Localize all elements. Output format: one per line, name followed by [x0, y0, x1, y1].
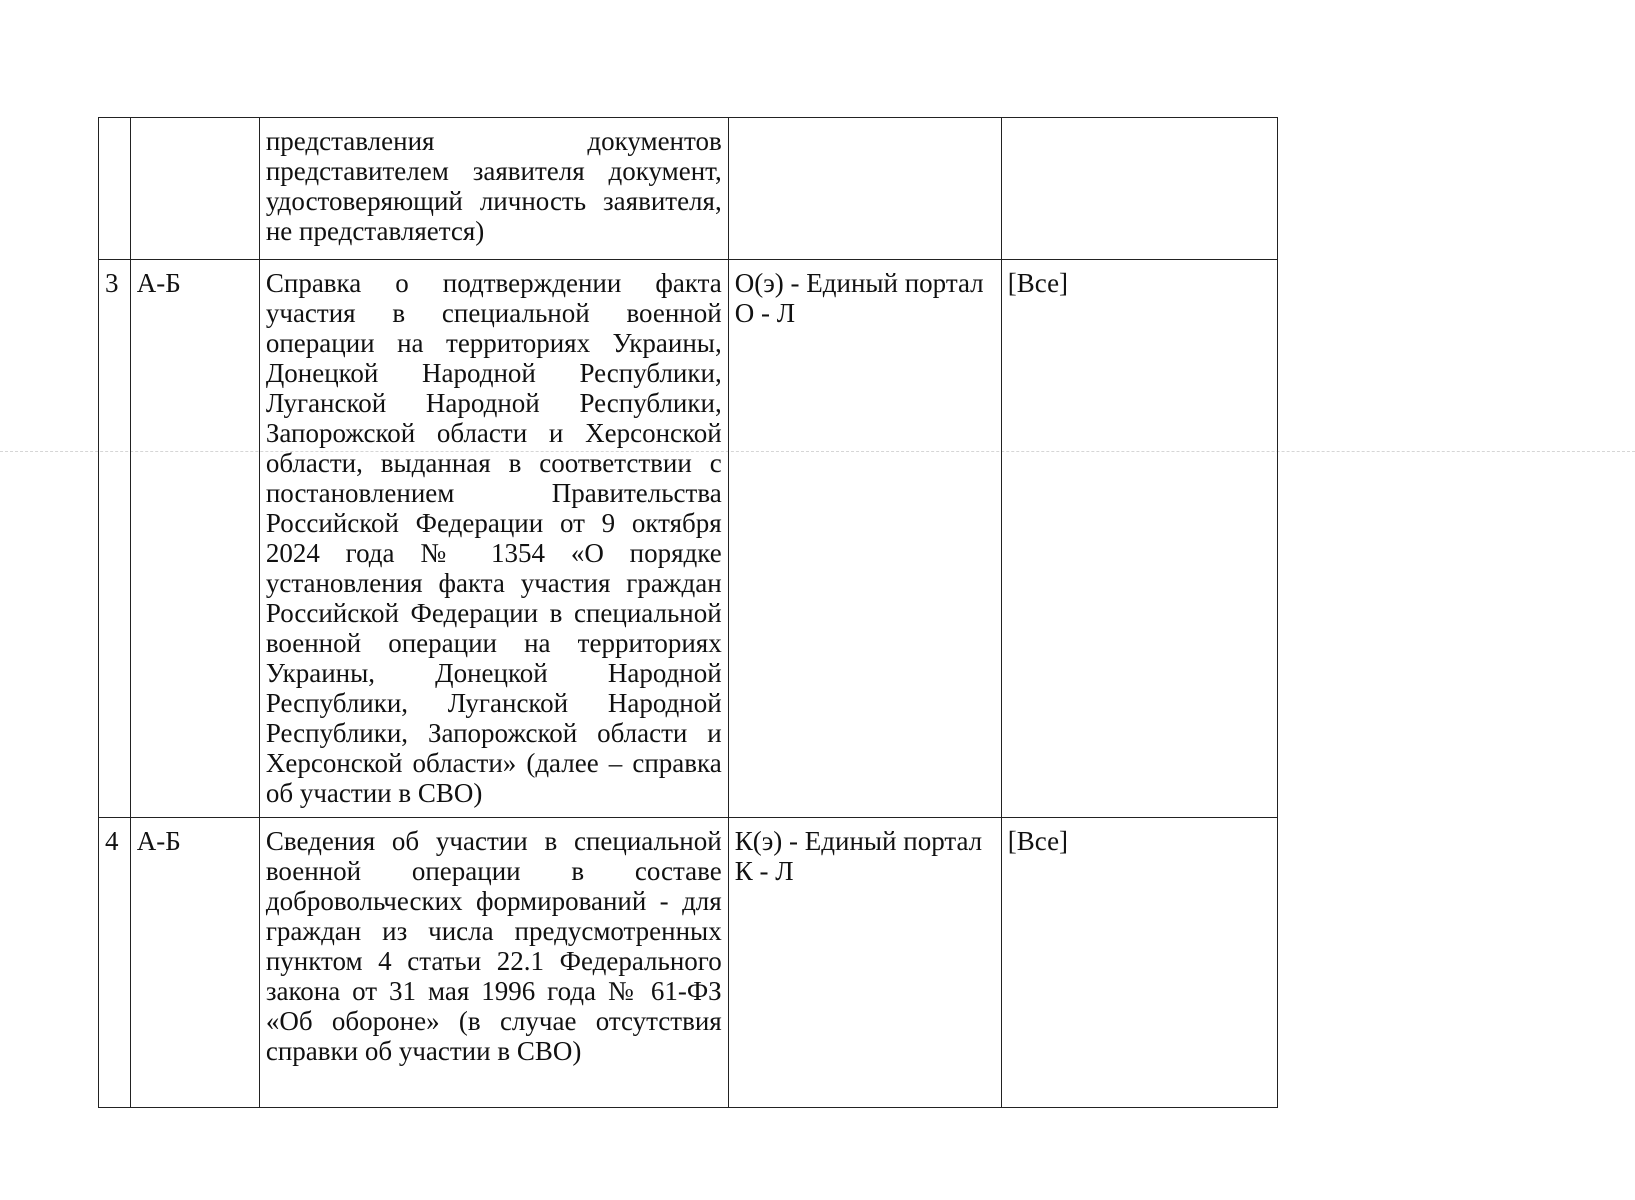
source-line: К - Л — [734, 856, 794, 886]
row-number-cell: 4 — [99, 818, 131, 1108]
row-applicability-cell: [Все] — [1001, 260, 1277, 818]
row-source-cell — [728, 118, 1001, 260]
row-applicability-cell: [Все] — [1001, 818, 1277, 1108]
row-source-cell — [728, 260, 1001, 818]
row-number-cell: 3 — [99, 260, 131, 818]
source-line: К(э) - Единый портал — [734, 826, 983, 856]
row-applicability-cell — [1001, 118, 1277, 260]
table-row — [99, 260, 1278, 818]
row-document-cell: представления документов представителем заявителя документ, удостоверяющий личность заявителя, не представляется) — [259, 118, 728, 260]
row-number-cell — [99, 118, 131, 260]
documents-table — [98, 117, 1278, 1108]
row-category-cell — [130, 118, 259, 260]
row-document-cell: Сведения об участии в специальной военной операции в составе добровольческих формирований - для граждан из числа предусмотренных пунктом 4 статьи 22.1 Федерального закона от 31 мая 1996 года № 61-ФЗ «Об обороне» (в случае отсутствия справки об участии в СВО) — [259, 818, 728, 1108]
source-line: О - Л — [734, 298, 796, 328]
source-line: О(э) - Единый портал — [734, 268, 984, 298]
table-row-continuation — [99, 118, 1278, 260]
row-category-cell: А-Б — [130, 260, 259, 818]
row-category-cell: А-Б — [130, 818, 259, 1108]
row-document-cell: Справка о подтверждении факта участия в специальной военной операции на территориях Украины, Донецкой Народной Республики, Луганской Народной Республики, Запорожской области и Херсонской области, выданная в соответствии с постановлением Правительства Российской Федерации от 9 октября 2024 года № 1354 «О порядке установления факта участия граждан Российской Федерации в специальной военной операции на территориях Украины, Донецкой Народной Республики, Луганской Народной Республики, Запорожской области и Херсонской области» (далее – справка об участии в СВО) — [259, 260, 728, 818]
table-row — [99, 818, 1278, 1108]
row-source-cell — [728, 818, 1001, 1108]
